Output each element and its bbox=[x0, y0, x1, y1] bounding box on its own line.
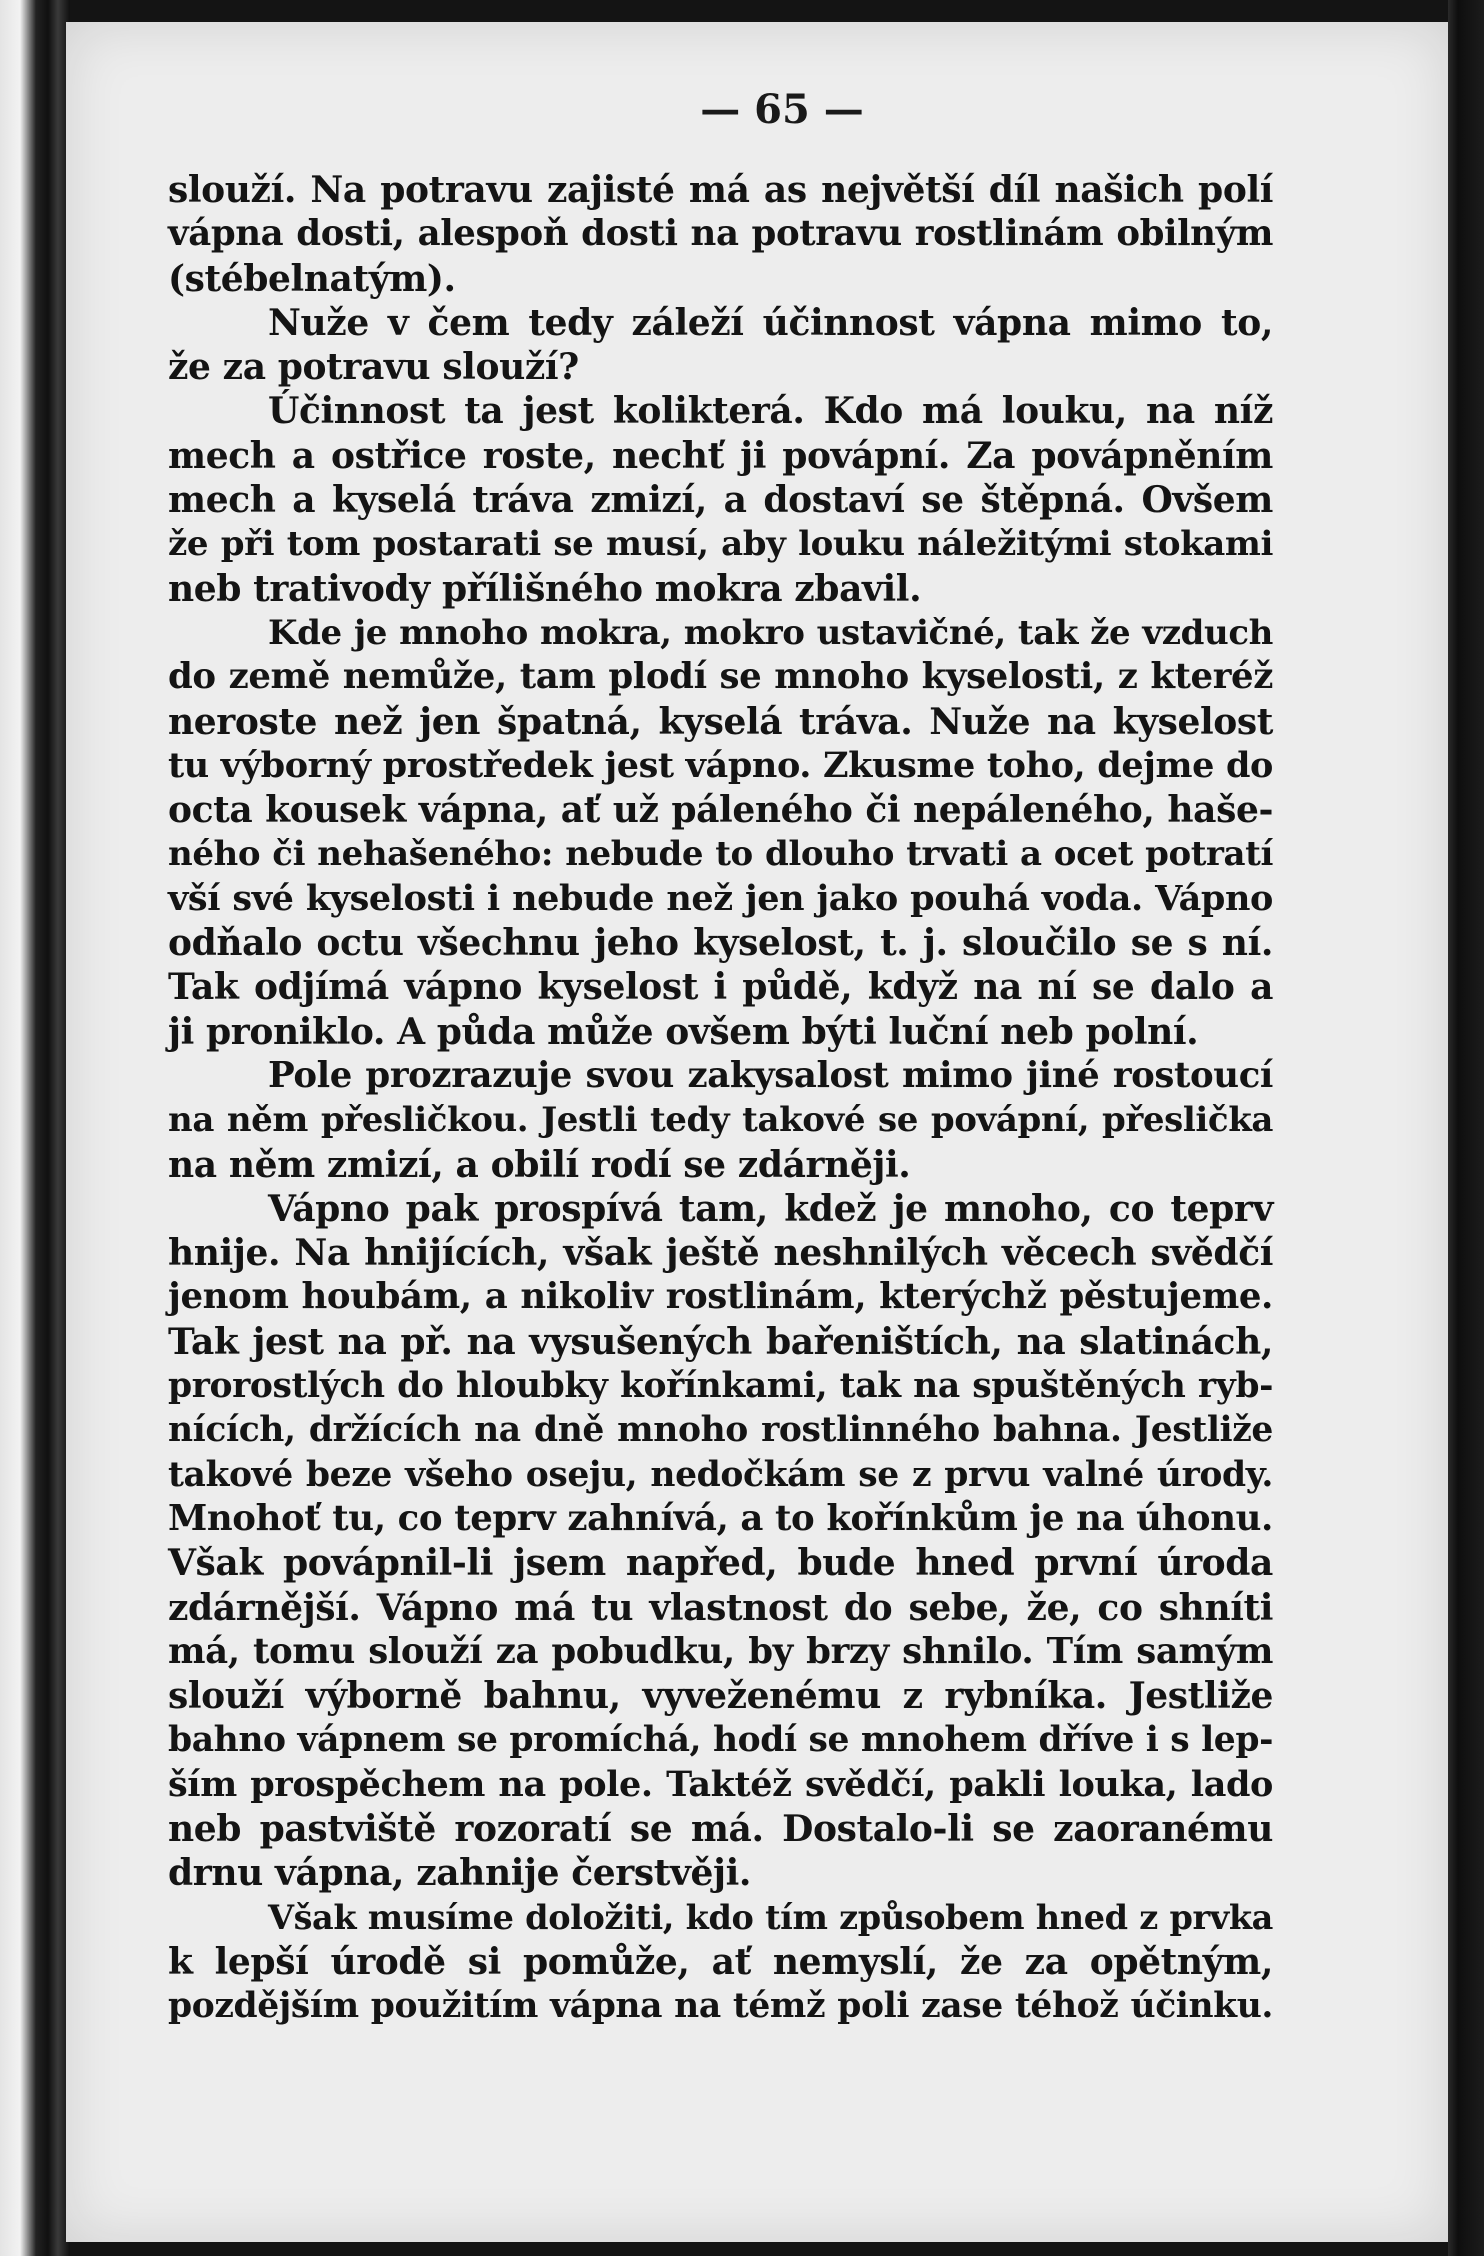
page-right-edge bbox=[1448, 0, 1484, 2256]
text-line: ším prospěchem na pole. Taktéž svědčí, pakli louka, lado bbox=[168, 1763, 1273, 1805]
page-number: — 65 — bbox=[700, 86, 864, 133]
text-line: neb pastviště rozoratí se má. Dostalo-li se zaoranému bbox=[168, 1807, 1273, 1850]
text-line: jenom houbám, a nikoliv rostlinám, kterýchž pěstujeme. bbox=[168, 1276, 1273, 1318]
text-line: takové beze všeho oseju, nedočkám se z prvu valné úrody. bbox=[168, 1454, 1273, 1495]
text-line: pozdějším použitím vápna na témž poli zase téhož účinku. bbox=[168, 1986, 1273, 2027]
text-line: Tak jest na př. na vysušených bařeništích, na slatinách, bbox=[168, 1320, 1273, 1363]
text-line: Však povápnil-li jsem napřed, bude hned první úroda bbox=[168, 1542, 1273, 1585]
text-line: neb trativody přílišného mokra zbavil. bbox=[168, 567, 922, 610]
text-line: vápna dosti, alespoň dosti na potravu rostlinám obilným bbox=[168, 213, 1273, 255]
text-line: mech a kyselá tráva zmizí, a dostaví se štěpná. Ovšem bbox=[168, 479, 1273, 522]
text-line: Nuže v čem tedy záleží účinnost vápna mimo to, bbox=[268, 301, 1273, 344]
text-line: Vápno pak prospívá tam, kdež je mnoho, co teprv bbox=[268, 1187, 1273, 1230]
text-line: slouží výborně bahnu, vyveženému z rybníka. Jestliže bbox=[168, 1675, 1273, 1718]
text-line: slouží. Na potravu zajisté má as největší díl našich polí bbox=[168, 169, 1273, 211]
text-line: Účinnost ta jest kolikterá. Kdo má louku, na níž bbox=[268, 390, 1273, 433]
text-line: Však musíme doložiti, kdo tím způsobem hned z prvka bbox=[268, 1897, 1273, 1937]
text-line: Kde je mnoho mokra, mokro ustavičné, tak že vzduch bbox=[268, 612, 1273, 653]
book-binding-edge bbox=[0, 0, 70, 2256]
text-line: Mnohoť tu, co teprv zahnívá, a to kořínkům je na úhonu. bbox=[168, 1497, 1273, 1539]
text-line: ji proniklo. A půda může ovšem býti luční neb polní. bbox=[168, 1010, 1199, 1053]
text-line: hnije. Na hnijících, však ještě neshnilých věcech svědčí bbox=[168, 1232, 1273, 1275]
text-line: neroste než jen špatná, kyselá tráva. Nuže na kyselost bbox=[168, 700, 1273, 743]
text-line: k lepší úrodě si pomůže, ať nemyslí, že za opětným, bbox=[168, 1940, 1273, 1983]
text-line: zdárnější. Vápno má tu vlastnost do sebe, že, co shníti bbox=[168, 1586, 1273, 1629]
text-line: Tak odjímá vápno kyselost i půdě, když na ní se dalo a bbox=[168, 966, 1273, 1009]
text-line: má, tomu slouží za pobudku, by brzy shnilo. Tím samým bbox=[168, 1630, 1273, 1672]
text-line: mech a ostřice roste, nechť ji povápní. Za povápněním bbox=[168, 434, 1273, 477]
text-line: na něm přesličkou. Jestli tedy takové se povápní, přeslička bbox=[168, 1100, 1273, 1141]
text-line: octa kousek vápna, ať už páleného či nepáleného, haše- bbox=[168, 789, 1273, 832]
text-line: odňalo octu všechnu jeho kyselost, t. j. sloučilo se s ní. bbox=[168, 922, 1273, 965]
text-line: tu výborný prostředek jest vápno. Zkusme toho, dejme do bbox=[168, 744, 1273, 786]
text-line: vší své kyselosti i nebude než jen jako pouhá voda. Vápno bbox=[168, 877, 1273, 919]
text-line: bahno vápnem se promíchá, hodí se mnohem dříve i s lep- bbox=[168, 1720, 1273, 1761]
text-line: na něm zmizí, a obilí rodí se zdárněji. bbox=[168, 1143, 911, 1186]
text-line: že za potravu slouží? bbox=[168, 346, 579, 389]
text-line: že při tom postarati se musí, aby louku náležitými stokami bbox=[168, 524, 1273, 565]
text-line: (stébelnatým). bbox=[168, 257, 456, 300]
text-line: Pole prozrazuje svou zakysalost mimo jiné rostoucí bbox=[268, 1054, 1273, 1096]
body-text bbox=[168, 168, 1273, 2028]
text-line: ného či nehašeného: nebude to dlouho trvati a ocet potratí bbox=[168, 834, 1273, 875]
text-line: do země nemůže, tam plodí se mnoho kyselosti, z kteréž bbox=[168, 656, 1273, 698]
text-line: drnu vápna, zahnije čerstvěji. bbox=[168, 1852, 752, 1895]
text-line: prorostlých do hloubky kořínkami, tak na spuštěných ryb- bbox=[168, 1366, 1273, 1407]
text-line: nících, držících na dně mnoho rostlinného bahna. Jestliže bbox=[168, 1410, 1273, 1451]
